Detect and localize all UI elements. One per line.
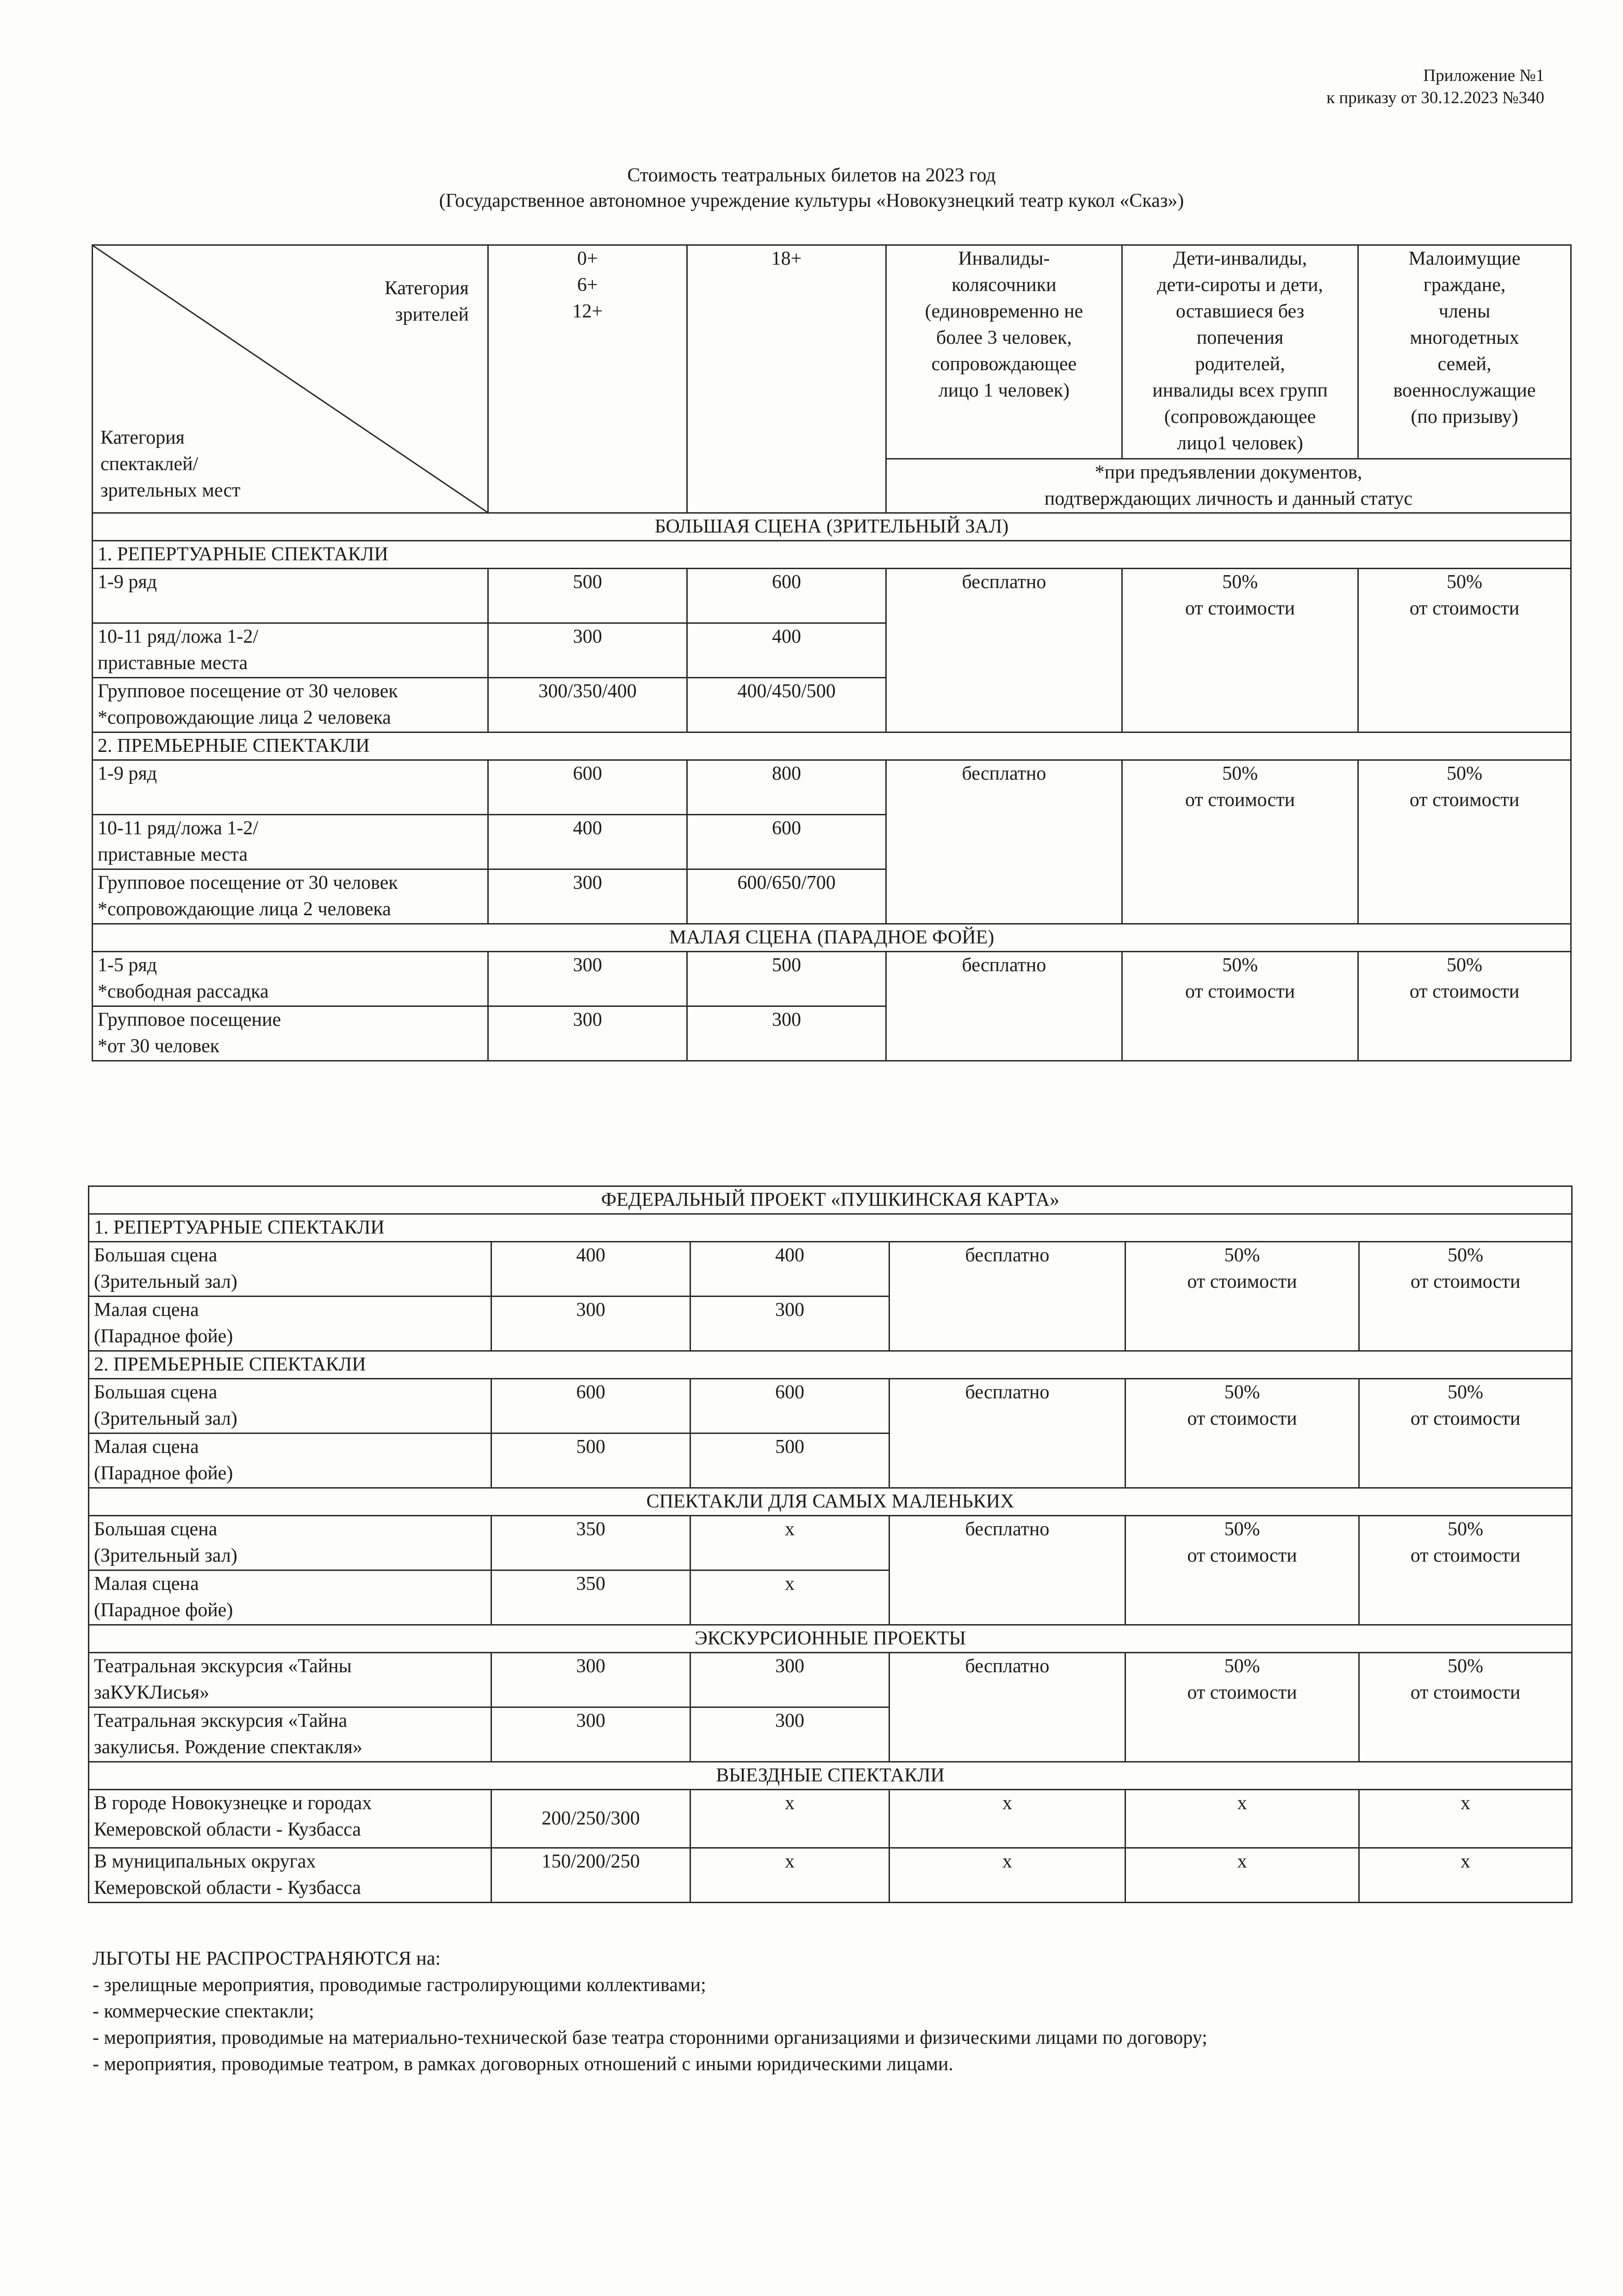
exclusions-title: ЛЬГОТЫ НЕ РАСПРОСТРАНЯЮТСЯ на: [93, 1948, 441, 1969]
price-adult: 600 [687, 569, 886, 623]
row-label [93, 678, 488, 732]
header-line: Малоимущие [1408, 248, 1521, 269]
header-line: граждане, [1423, 274, 1506, 296]
discount-percent: 50% [1222, 571, 1258, 593]
label-line: Категория [385, 278, 469, 299]
wheelchair-price: бесплатно [886, 952, 1122, 1061]
row-label [93, 815, 488, 869]
col-header-low-income [1358, 245, 1571, 459]
wheelchair-price: бесплатно [886, 569, 1122, 732]
price-young: 350 [491, 1516, 690, 1570]
discount-basis: от стоимости [1409, 981, 1520, 1002]
price-adult: 500 [687, 952, 886, 1006]
order-reference: к приказу от 30.12.2023 №340 [1326, 88, 1544, 107]
row-label [93, 760, 488, 815]
exclusion-item: - мероприятия, проводимые театром, в рамках договорных отношений с иными юридическими лицами. [93, 2054, 953, 2075]
header-line: родителей, [1195, 354, 1285, 375]
children-discount [1122, 569, 1358, 732]
table-row [89, 1242, 1572, 1297]
price-young: 500 [488, 569, 687, 623]
low-income-discount [1359, 1516, 1572, 1625]
label-line: 10-11 ряд/ложа 1-2/ [98, 818, 259, 839]
price-young: 300 [491, 1297, 690, 1351]
price-adult: 800 [687, 760, 886, 815]
table-row [93, 760, 1571, 815]
header-line: оставшиеся без [1175, 301, 1305, 322]
label-line: *свободная рассадка [98, 981, 269, 1002]
header-line: Дети-инвалиды, [1173, 248, 1307, 269]
prices-table-pushkin [88, 1185, 1573, 1903]
price-adult: 400 [687, 623, 886, 678]
col-header-age-adult: 18+ [687, 245, 886, 513]
table-row [89, 1379, 1572, 1433]
subsection-repertory: 1. РЕПЕРТУАРНЫЕ СПЕКТАКЛИ [89, 1214, 1572, 1242]
children-discount [1126, 1242, 1359, 1351]
children-discount [1122, 952, 1358, 1061]
label-line: Категория [100, 427, 185, 448]
table-row [89, 1516, 1572, 1570]
price-adult: 400/450/500 [687, 678, 886, 732]
label-line: приставные места [98, 652, 248, 674]
price-young: 600 [491, 1379, 690, 1433]
label-line: (Зрительный зал) [94, 1271, 237, 1292]
low-income-discount [1358, 569, 1571, 732]
row-label [89, 1242, 491, 1297]
children-price: х [1126, 1848, 1359, 1903]
discount-basis: от стоимости [1409, 789, 1520, 811]
header-line: лицо 1 человек) [938, 380, 1070, 401]
discount-percent: 50% [1224, 1656, 1260, 1677]
price-adult: 600 [690, 1379, 889, 1433]
label-line: Групповое посещение [98, 1009, 281, 1030]
header-line: сопровождающее [931, 354, 1077, 375]
discount-basis: от стоимости [1410, 1408, 1521, 1429]
header-corner-cell [93, 245, 488, 513]
label-line: Малая сцена [94, 1573, 199, 1595]
children-discount [1122, 760, 1358, 924]
show-category-label [100, 425, 241, 504]
label-line: Кемеровской области - Кузбасса [94, 1877, 361, 1899]
label-line: Большая сцена [94, 1245, 218, 1266]
section-pushkin-card: ФЕДЕРАЛЬНЫЙ ПРОЕКТ «ПУШКИНСКАЯ КАРТА» [89, 1186, 1572, 1214]
price-young: 150/200/250 [491, 1848, 690, 1903]
price-young: 600 [488, 760, 687, 815]
table-row [93, 952, 1571, 1006]
discount-basis: от стоимости [1410, 1682, 1521, 1703]
price-adult: 500 [690, 1433, 889, 1488]
children-discount [1126, 1516, 1359, 1625]
document-title [0, 163, 1623, 214]
children-discount [1126, 1379, 1359, 1488]
price-young: 300 [488, 623, 687, 678]
annex-reference [1326, 65, 1544, 109]
discount-percent: 50% [1224, 1245, 1260, 1266]
table-row [93, 569, 1571, 623]
row-label [93, 1006, 488, 1061]
discount-percent: 50% [1447, 955, 1482, 976]
wheelchair-price: бесплатно [889, 1379, 1126, 1488]
discount-percent: 50% [1448, 1245, 1484, 1266]
row-label [89, 1297, 491, 1351]
label-line: Театральная экскурсия «Тайны [94, 1656, 352, 1677]
wheelchair-price: х [889, 1790, 1126, 1848]
section-little-ones: СПЕКТАКЛИ ДЛЯ САМЫХ МАЛЕНЬКИХ [89, 1488, 1572, 1516]
label-line: (Зрительный зал) [94, 1545, 237, 1566]
price-adult: х [690, 1790, 889, 1848]
price-adult: 600/650/700 [687, 869, 886, 924]
exclusions-note [93, 1946, 1207, 2078]
discount-percent: 50% [1448, 1519, 1484, 1540]
discount-percent: 50% [1447, 571, 1482, 593]
discount-basis: от стоимости [1185, 789, 1295, 811]
label-line: 1-9 ряд [98, 571, 157, 593]
discount-percent: 50% [1447, 763, 1482, 784]
exclusion-item: - коммерческие спектакли; [93, 2001, 314, 2022]
price-adult: х [690, 1848, 889, 1903]
price-young: 300 [488, 952, 687, 1006]
header-line: инвалиды всех групп [1152, 380, 1328, 401]
low-income-discount [1359, 1379, 1572, 1488]
label-line: зрителей [395, 304, 469, 325]
header-line: (по призыву) [1411, 406, 1518, 428]
label-line: (Парадное фойе) [94, 1600, 233, 1621]
label-line: В муниципальных округах [94, 1851, 316, 1872]
discount-basis: от стоимости [1409, 598, 1520, 619]
header-line: (сопровождающее [1164, 406, 1316, 428]
note-line: *при предъявлении документов, [1094, 462, 1362, 483]
label-line: В городе Новокузнецке и городах [94, 1793, 372, 1814]
low-income-price: х [1359, 1790, 1572, 1848]
price-young: 200/250/300 [491, 1790, 690, 1848]
header-line: (единовременно не [925, 301, 1083, 322]
header-line: более 3 человек, [936, 327, 1072, 348]
annex-number: Приложение №1 [1423, 66, 1544, 85]
discount-percent: 50% [1224, 1519, 1260, 1540]
discount-basis: от стоимости [1185, 598, 1295, 619]
label-line: приставные места [98, 844, 248, 865]
header-line: члены [1438, 301, 1491, 322]
price-adult: х [690, 1570, 889, 1625]
header-line: 12+ [572, 301, 603, 322]
label-line: спектаклей/ [100, 453, 199, 475]
price-young: 300 [488, 869, 687, 924]
price-young: 350 [491, 1570, 690, 1625]
label-line: (Зрительный зал) [94, 1408, 237, 1429]
discount-percent: 50% [1222, 955, 1258, 976]
row-label [93, 869, 488, 924]
row-label [89, 1848, 491, 1903]
low-income-discount [1359, 1242, 1572, 1351]
title-line-2: (Государственное автономное учреждение культуры «Новокузнецкий театр кукол «Сказ») [439, 190, 1184, 211]
low-income-discount [1358, 760, 1571, 924]
discount-basis: от стоимости [1185, 981, 1295, 1002]
title-line-1: Стоимость театральных билетов на 2023 год [627, 165, 996, 186]
section-touring: ВЫЕЗДНЫЕ СПЕКТАКЛИ [89, 1762, 1572, 1790]
row-label [93, 952, 488, 1006]
col-header-wheelchair [886, 245, 1122, 459]
subsection-premiere: 2. ПРЕМЬЕРНЫЕ СПЕКТАКЛИ [89, 1351, 1572, 1379]
label-line: 1-5 ряд [98, 955, 157, 976]
price-adult: 300 [687, 1006, 886, 1061]
subsection-premiere: 2. ПРЕМЬЕРНЫЕ СПЕКТАКЛИ [93, 732, 1571, 760]
discount-percent: 50% [1222, 763, 1258, 784]
discount-percent: 50% [1448, 1656, 1484, 1677]
header-line: дети-сироты и дети, [1157, 274, 1323, 296]
section-big-stage: БОЛЬШАЯ СЦЕНА (ЗРИТЕЛЬНЫЙ ЗАЛ) [93, 513, 1571, 541]
price-adult: х [690, 1516, 889, 1570]
header-line: 0+ [577, 248, 598, 269]
label-line: 1-9 ряд [98, 763, 157, 784]
price-adult: 600 [687, 815, 886, 869]
label-line: *сопровождающие лица 2 человека [98, 707, 391, 728]
label-line: Групповое посещение от 30 человек [98, 872, 398, 894]
documents-note [886, 459, 1571, 513]
row-label [89, 1433, 491, 1488]
row-label [89, 1707, 491, 1762]
discount-basis: от стоимости [1187, 1682, 1297, 1703]
wheelchair-price: бесплатно [889, 1653, 1126, 1762]
discount-basis: от стоимости [1187, 1408, 1297, 1429]
price-young: 300/350/400 [488, 678, 687, 732]
discount-percent: 50% [1448, 1382, 1484, 1403]
children-discount [1126, 1653, 1359, 1762]
label-line: *сопровождающие лица 2 человека [98, 899, 391, 920]
discount-basis: от стоимости [1187, 1271, 1297, 1292]
price-young: 300 [488, 1006, 687, 1061]
discount-basis: от стоимости [1410, 1271, 1521, 1292]
price-adult: 400 [690, 1242, 889, 1297]
price-young: 300 [491, 1653, 690, 1707]
label-line: Кемеровской области - Кузбасса [94, 1819, 361, 1840]
price-young: 300 [491, 1707, 690, 1762]
row-label [93, 623, 488, 678]
label-line: (Парадное фойе) [94, 1463, 233, 1484]
col-header-age-young [488, 245, 687, 513]
header-line: военнослужащие [1393, 380, 1536, 401]
header-line: попечения [1196, 327, 1284, 348]
exclusion-item: - мероприятия, проводимые на материально-технической базе театра сторонними организациями и физическими лицами по договору; [93, 2027, 1207, 2048]
prices-table-main [92, 244, 1572, 1061]
note-line: подтверждающих личность и данный статус [1044, 488, 1413, 509]
header-line: семей, [1437, 354, 1492, 375]
subsection-repertory: 1. РЕПЕРТУАРНЫЕ СПЕКТАКЛИ [93, 541, 1571, 569]
children-price: х [1126, 1790, 1359, 1848]
wheelchair-price: бесплатно [886, 760, 1122, 924]
table-row [89, 1848, 1572, 1903]
discount-basis: от стоимости [1187, 1545, 1297, 1566]
header-line: лицо1 человек) [1177, 433, 1303, 454]
low-income-price: х [1359, 1848, 1572, 1903]
wheelchair-price: бесплатно [889, 1242, 1126, 1351]
row-label [89, 1570, 491, 1625]
viewer-category-label [385, 275, 469, 328]
low-income-discount [1358, 952, 1571, 1061]
row-label [89, 1379, 491, 1433]
label-line: Большая сцена [94, 1382, 218, 1403]
label-line: заКУКЛисья» [94, 1682, 210, 1703]
low-income-discount [1359, 1653, 1572, 1762]
row-label [89, 1790, 491, 1848]
label-line: Театральная экскурсия «Тайна [94, 1710, 348, 1731]
header-line: колясочники [951, 274, 1057, 296]
col-header-children [1122, 245, 1358, 459]
label-line: (Парадное фойе) [94, 1326, 233, 1347]
label-line: *от 30 человек [98, 1036, 220, 1057]
header-line: 6+ [577, 274, 598, 296]
row-label [89, 1653, 491, 1707]
label-line: зрительных мест [100, 480, 241, 501]
header-line: многодетных [1410, 327, 1519, 348]
price-young: 500 [491, 1433, 690, 1488]
table-row [89, 1653, 1572, 1707]
price-young: 400 [488, 815, 687, 869]
wheelchair-price: бесплатно [889, 1516, 1126, 1625]
row-label [89, 1516, 491, 1570]
discount-basis: от стоимости [1410, 1545, 1521, 1566]
exclusion-item: - зрелищные мероприятия, проводимые гастролирующими коллективами; [93, 1974, 706, 1996]
label-line: Большая сцена [94, 1519, 218, 1540]
price-young: 400 [491, 1242, 690, 1297]
section-excursions: ЭКСКУРСИОННЫЕ ПРОЕКТЫ [89, 1625, 1572, 1653]
discount-percent: 50% [1224, 1382, 1260, 1403]
section-small-stage: МАЛАЯ СЦЕНА (ПАРАДНОЕ ФОЙЕ) [93, 924, 1571, 952]
header-line: Инвалиды- [958, 248, 1050, 269]
row-label [93, 569, 488, 623]
table-row [89, 1790, 1572, 1848]
price-adult: 300 [690, 1707, 889, 1762]
price-adult: 300 [690, 1653, 889, 1707]
label-line: Малая сцена [94, 1299, 199, 1321]
label-line: закулисья. Рождение спектакля» [94, 1737, 362, 1758]
price-adult: 300 [690, 1297, 889, 1351]
label-line: Малая сцена [94, 1436, 199, 1458]
label-line: 10-11 ряд/ложа 1-2/ [98, 626, 259, 647]
wheelchair-price: х [889, 1848, 1126, 1903]
label-line: Групповое посещение от 30 человек [98, 681, 398, 702]
